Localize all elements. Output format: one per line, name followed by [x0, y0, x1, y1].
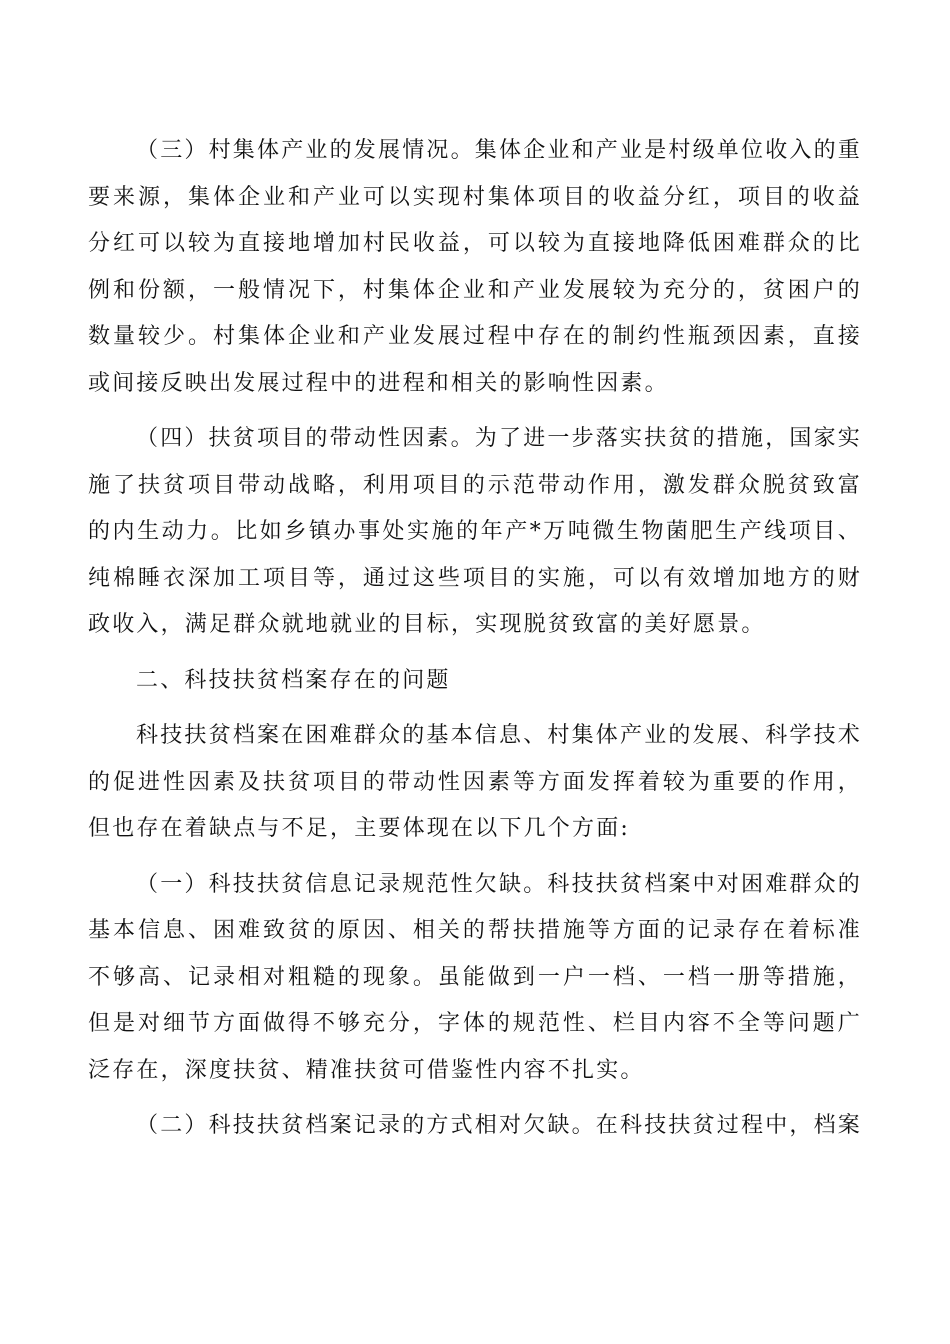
paragraph-project-driving-factors: （四）扶贫项目的带动性因素。为了进一步落实扶贫的措施，国家实施了扶贫项目带动战略，利用项目的示范带动作用，激发群众脱贫致富的内生动力。比如乡镇办事处实施的年产*万吨微生物菌肥生产线项目、纯棉睡衣深加工项目等，通过这些项目的实施，可以有效增加地方的财政收入，满足群众就地就业的目标，实现脱贫致富的美好愿景。: [88, 426, 863, 637]
section-heading-archive-problems: 二、科技扶贫档案存在的问题: [136, 667, 451, 693]
document-page: [88, 128, 862, 1159]
paragraph-archive-overview: 科技扶贫档案在困难群众的基本信息、村集体产业的发展、科学技术的促进性因素及扶贫项目的带动性因素等方面发挥着较为重要的作用，但也存在着缺点与不足，主要体现在以下几个方面:: [88, 723, 863, 841]
paragraph-village-industry: （三）村集体产业的发展情况。集体企业和产业是村级单位收入的重要来源，集体企业和产业可以实现村集体项目的收益分红，项目的收益分红可以较为直接地增加村民收益，可以较为直接地降低困难群众的比例和份额，一般情况下，村集体企业和产业发展较为充分的，贫困户的数量较少。村集体企业和产业发展过程中存在的制约性瓶颈因素，直接或间接反映出发展过程中的进程和相关的影响性因素。: [88, 138, 863, 396]
paragraph-record-method: （二）科技扶贫档案记录的方式相对欠缺。在科技扶贫过程中，档案: [136, 1113, 863, 1138]
paragraph-record-standardization: （一）科技扶贫信息记录规范性欠缺。科技扶贫档案中对困难群众的基本信息、困难致贫的原因、相关的帮扶措施等方面的记录存在着标准不够高、记录相对粗糙的现象。虽能做到一户一档、一档一册等措施，但是对细节方面做得不够充分，字体的规范性、栏目内容不全等问题广泛存在，深度扶贫、精准扶贫可借鉴性内容不扎实。: [88, 871, 863, 1083]
